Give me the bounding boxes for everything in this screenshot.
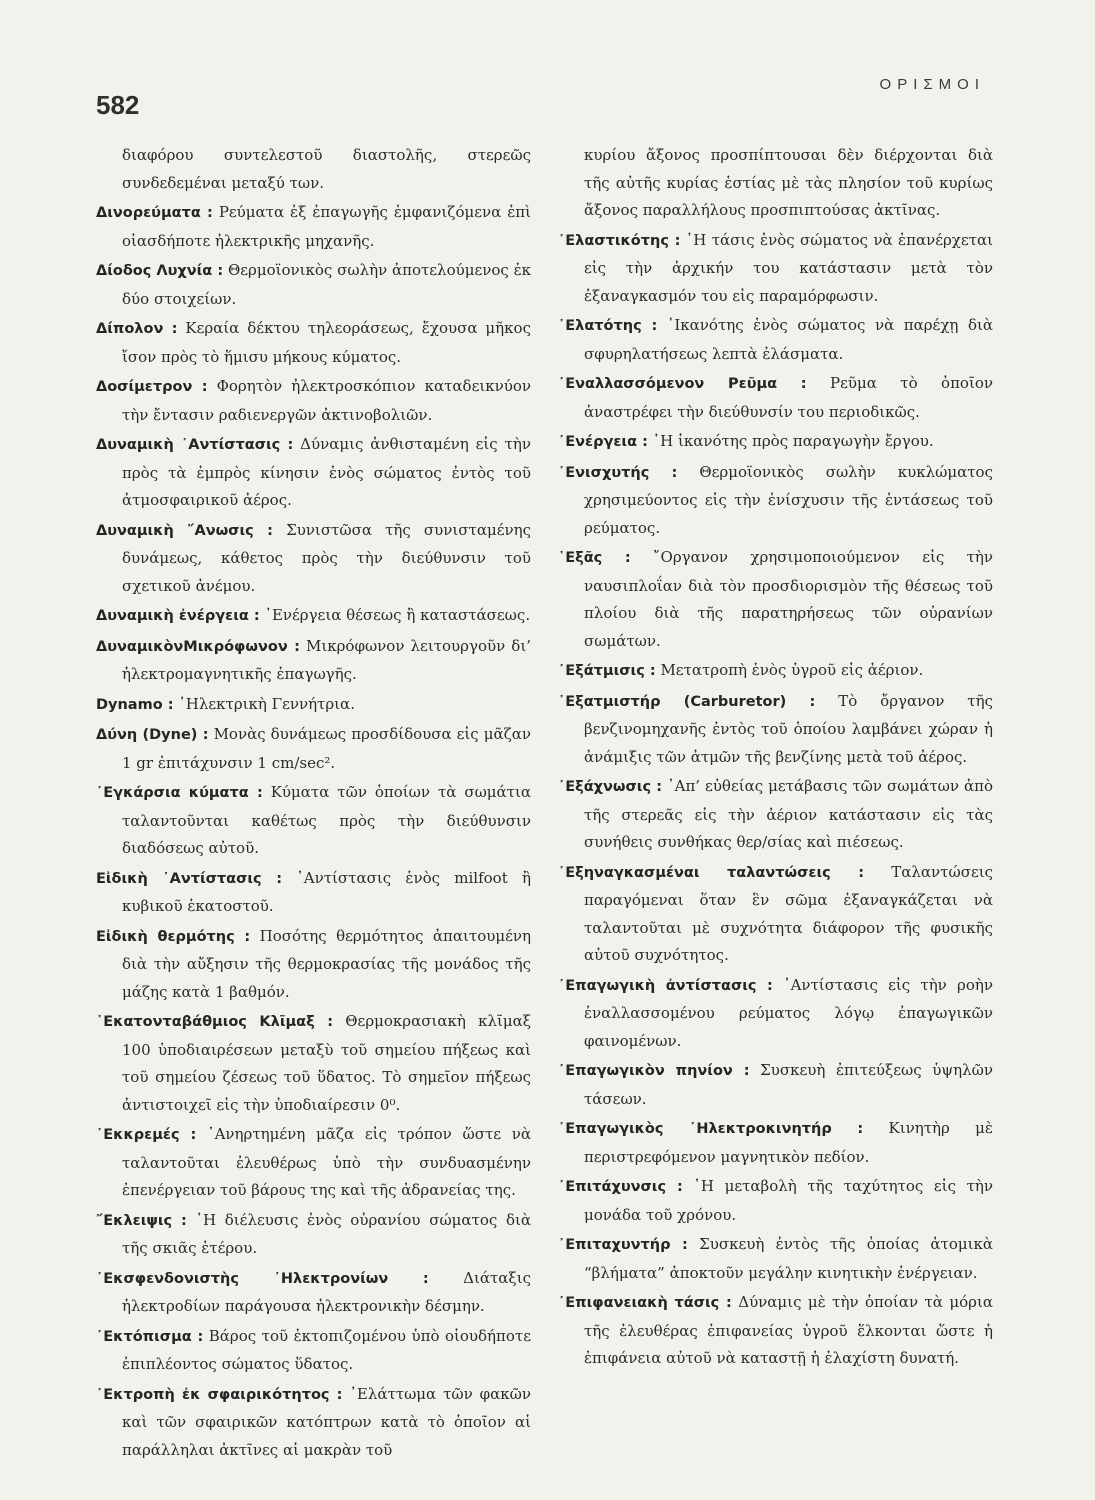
entry-definition: Συσκευὴ ἐπιτεύξεως ὑψηλῶν τάσεων. [584, 1061, 993, 1108]
dictionary-entry [96, 1265, 531, 1321]
dictionary-entry [96, 721, 531, 777]
entry-definition: Μικρόφωνον λειτουργοῦν δι’ ἠλεκτρομαγνητικῆς ἐπαγωγῆς. [122, 636, 531, 683]
entry-continuation [96, 142, 531, 197]
entry-term: ᾿Εξατμιστήρ (Carburetor) : [558, 693, 816, 710]
entry-definition: Κύματα τῶν ὁποίων τὰ σωμάτια ταλαντοῦνται καθέτως πρὸς τὴν διεύθυνσιν διαδόσεως αὐτοῦ. [122, 783, 531, 857]
dictionary-entry [96, 691, 531, 720]
page-number: 582 [96, 90, 140, 120]
dictionary-entry [558, 773, 993, 857]
left-entries [96, 199, 531, 1464]
dictionary-entry [96, 923, 531, 1007]
entry-definition: ᾿Ικανότης ἑνὸς σώματος νὰ παρέχῃ διὰ σφυρηλατήσεως λεπτὰ ἐλάσματα. [584, 316, 993, 363]
entry-definition: Ποσότης θερμότητος ἀπαιτουμένη διὰ τὴν αὔξησιν τῆς θερμοκρασίας τῆς μονάδος τῆς μάζης κατὰ 1 βαθμόν. [122, 926, 532, 1001]
entry-term: ᾿Ελαστικότης : [558, 232, 681, 249]
entry-term: Δύνη (Dyne) : [96, 727, 209, 743]
dictionary-entry [96, 199, 531, 255]
dictionary-entry [96, 865, 531, 921]
entry-term: ΔυναμικὸνΜικρόφωνον : [96, 638, 300, 655]
entry-definition: Δύναμις ἀνθισταμένη εἰς τὴν πρὸς τὰ ἐμπρὸς κίνησιν ἑνὸς σώματος ἐντὸς τοῦ ἀτμοσφαιρικοῦ ἀέρος. [122, 435, 531, 509]
dictionary-entry [96, 315, 531, 371]
dictionary-entry [558, 370, 993, 426]
entry-definition: Μονὰς δυνάμεως προσδίδουσα εἰς μᾶζαν 1 gr ἐπιτάχυνσιν 1 cm/sec². [122, 725, 531, 772]
dictionary-entry [558, 688, 993, 772]
left-column [96, 142, 531, 1466]
dictionary-entry [96, 1121, 531, 1205]
entry-definition: ῾Η μεταβολὴ τῆς ταχύτητος εἰς τὴν μονάδα τοῦ χρόνου. [584, 1177, 993, 1224]
entry-definition: Συνιστῶσα τῆς συνισταμένης δυνάμεως, κάθετος πρὸς τὴν διεύθυνσιν τοῦ σχετικοῦ ἀνέμου. [122, 520, 531, 595]
entry-definition: Κεραία δέκτου τηλεοράσεως, ἔχουσα μῆκος ἴσον πρὸς τὸ ἥμισυ μήκους κύματος. [122, 319, 531, 366]
entry-definition: ᾿Αντίστασις ἑνὸς milfoot ἢ κυβικοῦ ἑκατοστοῦ. [122, 868, 531, 915]
entry-term: ᾿Εκτροπὴ ἐκ σφαιρικότητος : [96, 1386, 343, 1403]
entry-term: ῎Εκλειψις : [96, 1212, 187, 1229]
dictionary-entry [96, 1381, 531, 1465]
entry-term: ᾿Επιφανειακὴ τάσις : [558, 1295, 732, 1311]
entry-term: ᾿Επιταχυντήρ : [558, 1237, 688, 1253]
entry-definition: Θερμοκρασιακὴ κλῖμαξ 100 ὑποδιαιρέσεων μεταξὺ τοῦ σημείου πήξεως καὶ τοῦ σημείου ζέσεως τοῦ ὕδατος. Τὸ σημεῖον πήξεως ἀντιστοιχεῖ εἰς τὴν ὑποδιαίρεσιν 0⁰. [122, 1012, 531, 1114]
right-entries [558, 227, 993, 1373]
entry-term: ᾿Επαγωγικὴ ἀντίστασις : [558, 977, 773, 994]
entry-term: ᾿Ενισχυτής : [558, 464, 678, 481]
entry-term: Δυναμικὴ ῎Ανωσις : [96, 522, 273, 539]
entry-definition: Ρεῦμα τὸ ὁποῖον ἀναστρέφει τὴν διεύθυνσίν του περιοδικῶς. [584, 374, 993, 421]
dictionary-entry [96, 431, 531, 515]
entry-term: ᾿Επαγωγικὸν πηνίον : [558, 1063, 750, 1079]
entry-term: ῾Εξᾶς : [558, 550, 631, 566]
dictionary-entry [558, 1057, 993, 1113]
entry-definition: ᾿Απ’ εὐθείας μετάβασις τῶν σωμάτων ἀπὸ τῆς στερεᾶς εἰς τὴν ἀέριον κατάστασιν εἰς τὰς συνήθεις συνθήκας θερ/σίας καὶ πιέσεως. [584, 777, 993, 851]
entry-definition: Τὸ ὄργανον τῆς βενζινομηχανῆς ἐντὸς τοῦ ὁποίου λαμβάνει χώραν ἡ ἀνάμιξις τῶν ἀτμῶν τῆς βενζίνης μετὰ τοῦ ἀέρος. [584, 691, 993, 766]
right-column [558, 142, 993, 1375]
dictionary-entry [558, 859, 993, 970]
entry-term: ᾿Εγκάρσια κύματα : [96, 785, 263, 801]
dictionary-entry [558, 1173, 993, 1229]
entry-term: ᾿Επιτάχυνσις : [558, 1179, 683, 1195]
entry-definition: Κινητὴρ μὲ περιστρεφόμενον μαγνητικὸν πεδίον. [584, 1119, 993, 1166]
entry-definition: ῾Η τάσις ἑνὸς σώματος νὰ ἐπανέρχεται εἰς τὴν ἀρχικήν του κατάστασιν μετὰ τὸν ἐξαναγκασμόν του εἰς παραμόρφωσιν. [584, 230, 993, 305]
dictionary-entry [558, 1231, 993, 1287]
dictionary-entry [558, 1115, 993, 1171]
entry-continuation [558, 142, 993, 225]
entry-term: ᾿Εναλλασσόμενον Ρεῦμα : [558, 376, 807, 392]
entry-definition: ῾Η ἱκανότης πρὸς παραγωγὴν ἔργου. [652, 432, 934, 450]
entry-definition: Μετατροπὴ ἑνὸς ὑγροῦ εἰς ἀέριον. [660, 661, 924, 679]
entry-term: ᾿Εκσφενδονιστὴς ᾿Ηλεκτρονίων : [96, 1270, 429, 1287]
entry-term: Εἰδικὴ ᾿Αντίστασις : [96, 870, 283, 887]
entry-term: Dynamo : [96, 696, 174, 713]
entry-definition: ῾Η διέλευσις ἑνὸς οὐρανίου σώματος διὰ τῆς σκιᾶς ἑτέρου. [122, 1210, 531, 1257]
entry-definition: ᾿Ηλεκτρικὴ Γεννήτρια. [178, 694, 355, 713]
entry-definition: Βάρος τοῦ ἐκτοπιζομένου ὑπὸ οἱουδήποτε ἐπιπλέοντος σώματος ὕδατος. [122, 1326, 531, 1373]
dictionary-entry [96, 1323, 531, 1379]
dictionary-entry [558, 1289, 993, 1373]
entry-term: ᾿Εξηναγκασμέναι ταλαντώσεις : [558, 864, 865, 881]
entry-definition: διαφόρου συντελεστοῦ διαστολῆς, στερεῶς συνδεδεμέναι μεταξύ των. [122, 146, 531, 192]
entry-term: Δίπολον : [96, 321, 178, 337]
dictionary-entry [96, 779, 531, 863]
dictionary-entry [558, 544, 993, 655]
entry-term: ᾿Ελατότης : [558, 318, 658, 334]
entry-definition: Φορητὸν ἠλεκτροσκόπιον καταδεικνύον τὴν ἔντασιν ραδιενεργῶν ἀκτινοβολιῶν. [122, 377, 531, 424]
entry-definition: Θερμοϊονικὸς σωλὴν ἀποτελούμενος ἐκ δύο στοιχείων. [122, 261, 531, 308]
entry-term: ῾Εκατονταβάθμιος Κλῖμαξ : [96, 1014, 333, 1030]
entry-term: ᾿Εκτόπισμα : [96, 1328, 204, 1345]
entry-definition: Δύναμις μὲ τὴν ὁποίαν τὰ μόρια τῆς ἐλευθέρας ἐπιφανείας ὑγροῦ ἕλκονται ὥστε ἡ ἐπιφάνεια αὐτοῦ νὰ καταστῇ ἡ ἐλαχίστη δυνατή. [584, 1293, 993, 1367]
dictionary-entry [558, 227, 993, 311]
entry-definition: Θερμοϊονικὸς σωλὴν κυκλώματος χρησιμεύοντος εἰς τὴν ἐνίσχυσιν τῆς ἐντάσεως τοῦ ρεύματος. [584, 462, 993, 537]
dictionary-entry [96, 633, 531, 689]
entry-definition: Ταλαντώσεις παραγόμεναι ὅταν ἓν σῶμα ἐξαναγκάζεται νὰ ταλαντοῦται μὲ συχνότητα διάφορον τῆς φυσικῆς αὐτοῦ συχνότητος. [584, 862, 993, 964]
dictionary-entry [558, 459, 993, 543]
dictionary-entry [558, 972, 993, 1056]
entry-definition: ῎Οργανον χρησιμοποιούμενον εἰς τὴν ναυσιπλοΐαν διὰ τὸν προσδιορισμὸν τῆς θέσεως τοῦ πλοίου διὰ τῆς παρατηρήσεως τῶν οὐρανίων σωμάτων. [584, 548, 993, 650]
dictionary-entry [96, 517, 531, 601]
entry-term: Δυναμικὴ ᾿Αντίστασις : [96, 437, 294, 453]
entry-term: ᾿Εκκρεμές : [96, 1127, 197, 1143]
entry-definition: ᾿Ενέργεια θέσεως ἢ καταστάσεως. [264, 606, 531, 624]
dictionary-entry [96, 1008, 531, 1119]
dictionary-entry [96, 257, 531, 313]
dictionary-entry [96, 602, 531, 631]
entry-term: ᾿Εξάχνωσις : [558, 779, 663, 795]
entry-term: Δοσίμετρον : [96, 379, 208, 395]
dictionary-entry [558, 312, 993, 368]
entry-term: Εἰδικὴ θερμότης : [96, 928, 251, 945]
entry-definition: κυρίου ἄξονος προσπίπτουσαι δὲν διέρχονται διὰ τῆς αὐτῆς κυρίας ἑστίας μὲ τὰς πλησίον τοῦ κυρίως ἄξονος παραλλήλους προσπιπτούσας ἀκτῖνας. [584, 146, 993, 219]
entry-definition: ᾿Ανηρτημένη μᾶζα εἰς τρόπον ὥστε νὰ ταλαντοῦται ἐλευθέρως ὑπὸ τὴν συνδυασμένην ἐπενέργειαν τοῦ βάρους της καὶ τῆς ἀδρανείας της. [122, 1125, 531, 1199]
entry-definition: ᾿Αντίστασις εἰς τὴν ροὴν ἐναλλασσομένου ρεύματος λόγῳ ἐπαγωγικῶν φαινομένων. [584, 975, 993, 1050]
dictionary-entry [558, 428, 993, 457]
dictionary-entry [96, 373, 531, 429]
entry-definition: Διάταξις ἠλεκτροδίων παράγουσα ἠλεκτρονικὴν δέσμην. [122, 1268, 531, 1315]
entry-term: Δινορεύματα : [96, 205, 213, 221]
dictionary-entry [96, 1207, 531, 1263]
entry-definition: ᾿Ελάττωμα τῶν φακῶν καὶ τῶν σφαιρικῶν κατόπτρων κατὰ τὸ ὁποῖον αἱ παράλληλαι ἀκτῖνες αἱ μακρὰν τοῦ [122, 1384, 531, 1459]
entry-term: ᾿Επαγωγικὸς ᾿Ηλεκτροκινητήρ : [558, 1121, 864, 1137]
entry-definition: Ρεύματα ἐξ ἐπαγωγῆς ἐμφανιζόμενα ἐπὶ οἱασδήποτε ἠλεκτρικῆς μηχανῆς. [122, 203, 531, 250]
entry-definition: Συσκευὴ ἐντὸς τῆς ὁποίας ἀτομικὰ “βλήματα” ἀποκτοῦν μεγάλην κινητικὴν ἐνέργειαν. [584, 1235, 993, 1282]
running-head: ΟΡΙΣΜΟΙ [879, 76, 985, 93]
entry-term: Δίοδος Λυχνία : [96, 263, 224, 279]
entry-term: ᾿Εξάτμισις : [558, 663, 656, 679]
entry-term: Δυναμικὴ ἐνέργεια : [96, 608, 260, 624]
entry-term: ᾿Ενέργεια : [558, 434, 648, 450]
dictionary-entry [558, 657, 993, 686]
